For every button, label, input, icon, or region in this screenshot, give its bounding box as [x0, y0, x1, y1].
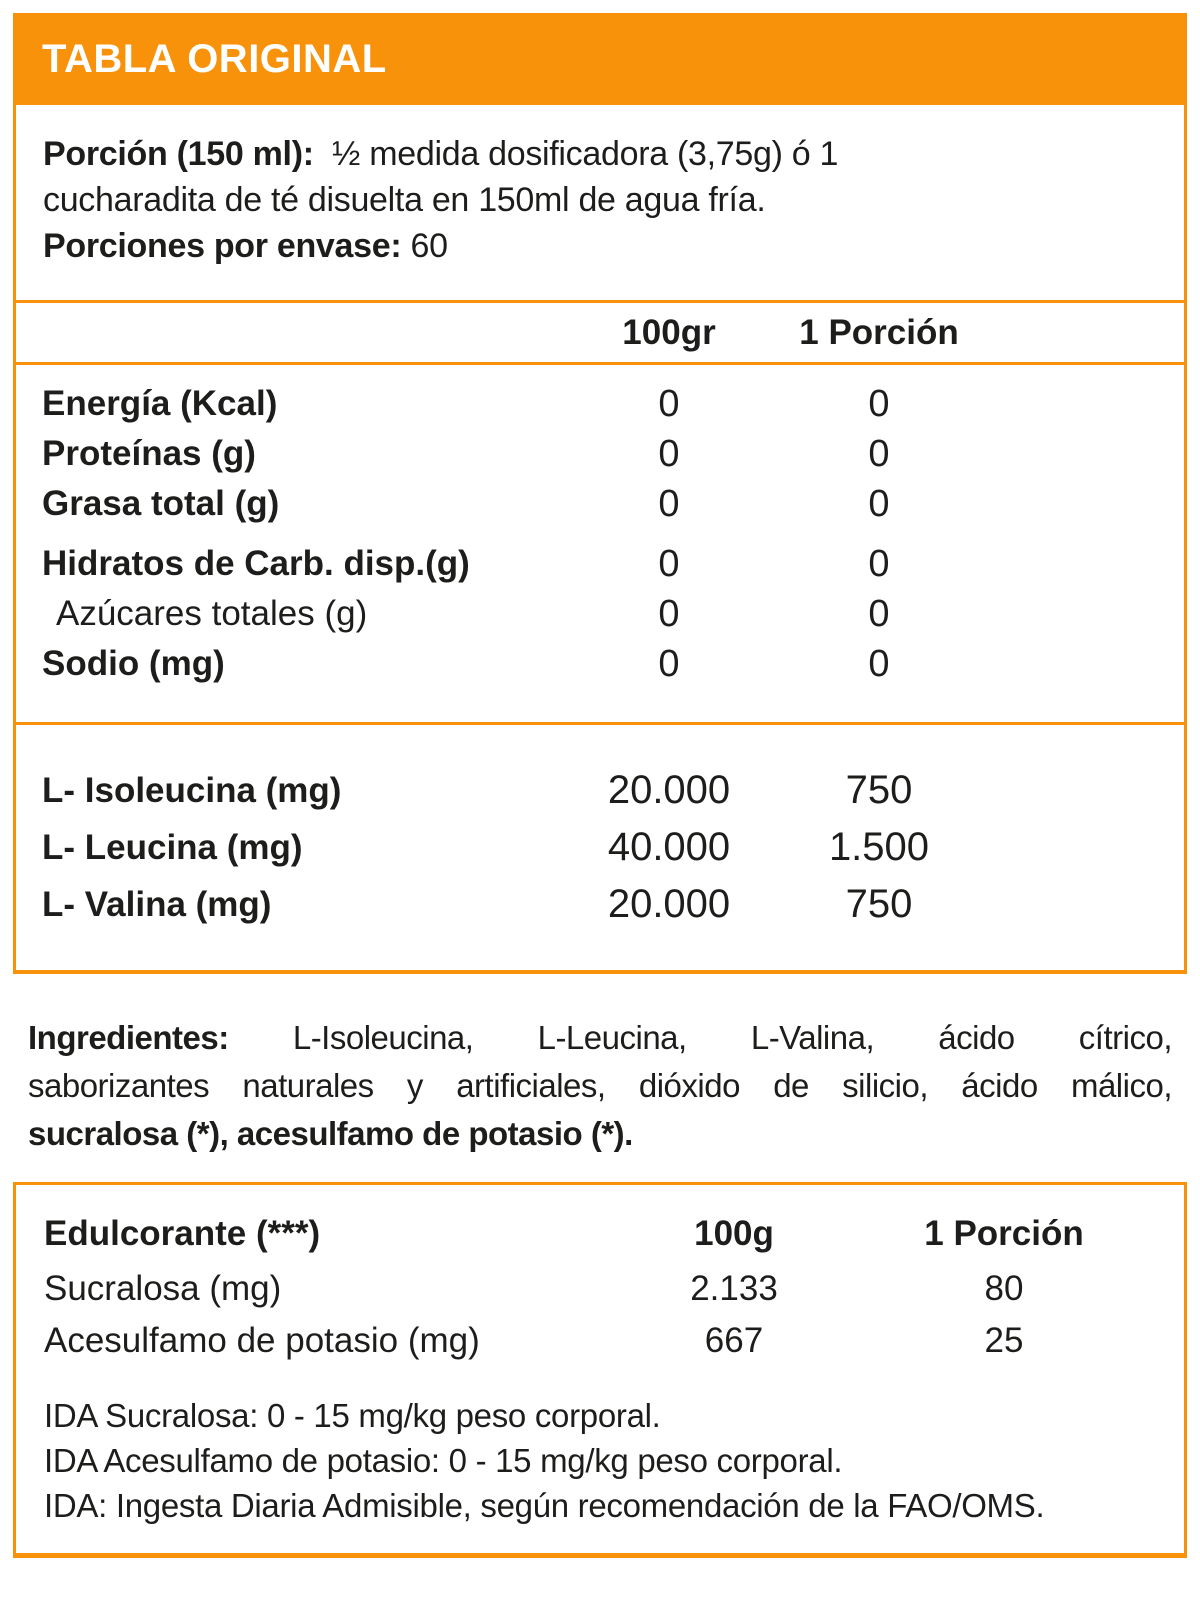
row-label: Sodio (mg)	[42, 644, 225, 683]
row-value-portion: 0	[868, 483, 890, 525]
table-row	[16, 819, 1184, 876]
row-value-100g: 2.133	[690, 1269, 778, 1308]
row-label: Proteínas (g)	[42, 434, 256, 473]
nutrition-facts-box	[13, 105, 1187, 974]
row-value-portion: 0	[868, 383, 890, 425]
row-label: L- Leucina (mg)	[42, 828, 303, 867]
sweetener-box	[13, 1182, 1187, 1558]
row-label: L- Isoleucina (mg)	[42, 771, 342, 810]
table-row	[16, 479, 1184, 529]
sweetener-title: Edulcorante (***)	[44, 1214, 321, 1253]
amino-acid-rows	[16, 725, 1184, 970]
ida-notes	[16, 1393, 1184, 1528]
row-label: L- Valina (mg)	[42, 885, 272, 924]
row-value-100g: 20.000	[607, 768, 731, 812]
row-value-100g: 0	[658, 593, 680, 635]
table-row	[16, 762, 1184, 819]
row-value-100g: 0	[658, 433, 680, 475]
row-value-portion: 750	[845, 768, 913, 812]
row-value-100g: 40.000	[607, 825, 731, 869]
nutrient-rows	[16, 365, 1184, 722]
row-value-100g: 20.000	[607, 882, 731, 926]
row-value-portion: 25	[984, 1321, 1024, 1360]
row-value-portion: 0	[868, 593, 890, 635]
ida-note-sucralosa: IDA Sucralosa: 0 - 15 mg/kg peso corporal.	[44, 1397, 661, 1434]
table-row	[16, 639, 1184, 689]
row-label: Grasa total (g)	[42, 484, 280, 523]
row-value-portion: 0	[868, 543, 890, 585]
sweetener-header-row	[16, 1205, 1184, 1263]
ingredients-paragraph	[28, 1014, 1172, 1158]
row-value-100g: 0	[658, 483, 680, 525]
portion-text-line2: cucharadita de té disuelta en 150ml de agua fría.	[43, 181, 766, 219]
label-frame	[13, 13, 1187, 1558]
table-row	[16, 1315, 1184, 1367]
nutrition-column-header	[16, 303, 1184, 362]
table-row	[16, 1263, 1184, 1315]
row-value-portion: 0	[868, 643, 890, 685]
row-value-portion: 1.500	[828, 825, 930, 869]
row-label: Acesulfamo de potasio (mg)	[44, 1321, 480, 1360]
table-row	[16, 876, 1184, 933]
column-100gr: 100gr	[622, 312, 716, 352]
row-value-portion: 80	[984, 1269, 1024, 1308]
ida-note-acesulfamo: IDA Acesulfamo de potasio: 0 - 15 mg/kg peso corporal.	[44, 1442, 843, 1479]
row-value-100g: 0	[658, 383, 680, 425]
row-label: Energía (Kcal)	[42, 384, 278, 423]
row-label: Hidratos de Carb. disp.(g)	[42, 544, 470, 583]
row-value-100g: 0	[658, 643, 680, 685]
column-1porcion: 1 Porción	[799, 312, 959, 352]
table-row	[16, 539, 1184, 589]
row-value-100g: 0	[658, 543, 680, 585]
table-row	[16, 429, 1184, 479]
portion-text-line1: ½ medida dosificadora (3,75g) ó 1	[332, 135, 839, 173]
row-value-100g: 667	[704, 1321, 764, 1360]
serving-info	[16, 105, 1184, 300]
row-value-portion: 750	[845, 882, 913, 926]
table-row	[16, 379, 1184, 429]
servings-per-container: Porciones por envase: 60	[43, 227, 448, 265]
ingredients-line-2: saborizantes naturales y artificiales, dióxido de silicio, ácido málico,	[28, 1067, 1172, 1104]
row-label: Sucralosa (mg)	[44, 1269, 282, 1308]
ingredients-line-1: Ingredientes: L-Isoleucina, L-Leucina, L-Valina, ácido cítrico,	[28, 1019, 1172, 1056]
column-100g: 100g	[694, 1214, 774, 1253]
table-row	[16, 589, 1184, 639]
page-title: TABLA ORIGINAL	[13, 13, 1187, 105]
ida-note-definition: IDA: Ingesta Diaria Admisible, según recomendación de la FAO/OMS.	[44, 1487, 1045, 1524]
row-label: Azúcares totales (g)	[56, 594, 368, 633]
column-1porcion: 1 Porción	[924, 1214, 1084, 1253]
ingredients-line-3: sucralosa (*), acesulfamo de potasio (*).	[28, 1115, 633, 1152]
row-value-portion: 0	[868, 433, 890, 475]
portion-label: Porción (150 ml):	[43, 135, 314, 173]
